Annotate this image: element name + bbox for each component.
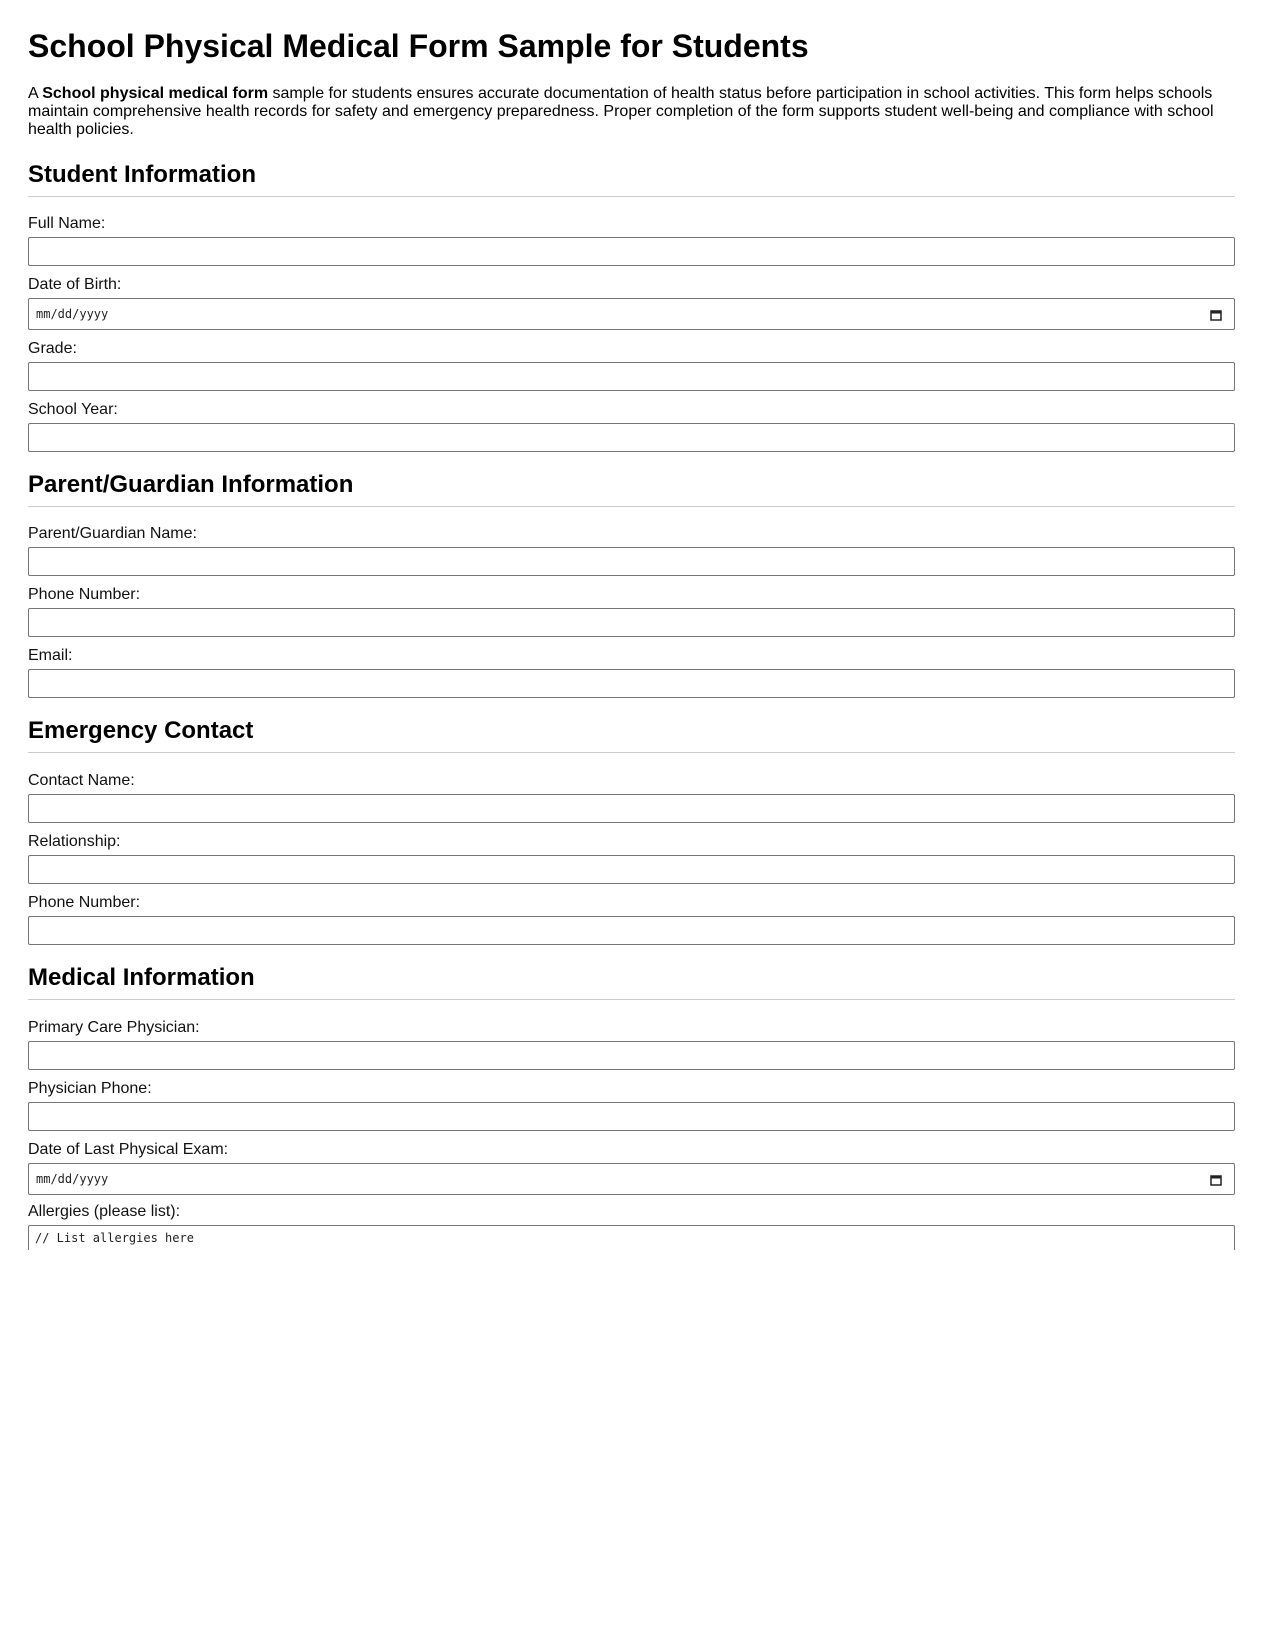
parent-guardian-section [28,471,1235,698]
last-exam-placeholder: mm/dd/yyyy [36,1172,109,1186]
student-information-section [28,161,1235,452]
date-of-birth-input[interactable] [28,298,1235,330]
emergency-phone-label: Phone Number: [28,894,141,911]
medical-information-section [28,964,1235,1250]
allergies-textarea[interactable] [28,1225,1235,1250]
physician-phone-input[interactable] [28,1102,1235,1131]
parent-phone-input[interactable] [28,608,1235,637]
intro-rest: sample for students ensures accurate documentation of health status before participation in school activities. This form helps schools maintain comprehensive health records for safety and emergency preparedness. Proper completion of the form supports student well-being and compliance with school health policies. [28,85,1214,138]
school-year-input[interactable] [28,423,1235,452]
emergency-contact-section [28,717,1235,945]
allergies-label: Allergies (please list): [28,1203,181,1220]
school-year-label: School Year: [28,401,118,418]
allergies-text: // List allergies here [35,1231,194,1245]
page-title: School Physical Medical Form Sample for Students [28,28,809,64]
full-name-input[interactable] [28,237,1235,266]
date-of-birth-placeholder: mm/dd/yyyy [36,307,109,321]
full-name-label: Full Name: [28,215,106,232]
physician-input[interactable] [28,1041,1235,1070]
section-title-emergency: Emergency Contact [28,717,1235,753]
last-exam-date-input[interactable] [28,1163,1235,1195]
intro-bold: School physical medical form [42,85,269,102]
parent-phone-label: Phone Number: [28,586,141,603]
physician-label: Primary Care Physician: [28,1019,200,1036]
contact-name-input[interactable] [28,794,1235,823]
contact-name-label: Contact Name: [28,772,135,789]
parent-name-label: Parent/Guardian Name: [28,525,197,542]
relationship-label: Relationship: [28,833,121,850]
calendar-icon[interactable] [1210,1173,1222,1185]
parent-email-input[interactable] [28,669,1235,698]
calendar-icon[interactable] [1210,308,1222,320]
intro-prefix: A [28,85,43,102]
parent-email-label: Email: [28,647,73,664]
parent-name-input[interactable] [28,547,1235,576]
last-exam-label: Date of Last Physical Exam: [28,1141,229,1158]
section-title-parent: Parent/Guardian Information [28,471,1235,507]
relationship-input[interactable] [28,855,1235,884]
section-title-student: Student Information [28,161,1235,197]
date-of-birth-label: Date of Birth: [28,276,122,293]
emergency-phone-input[interactable] [28,916,1235,945]
physician-phone-label: Physician Phone: [28,1080,152,1097]
intro-paragraph [28,82,1235,139]
grade-input[interactable] [28,362,1235,391]
grade-label: Grade: [28,340,77,357]
section-title-medical: Medical Information [28,964,1235,1000]
